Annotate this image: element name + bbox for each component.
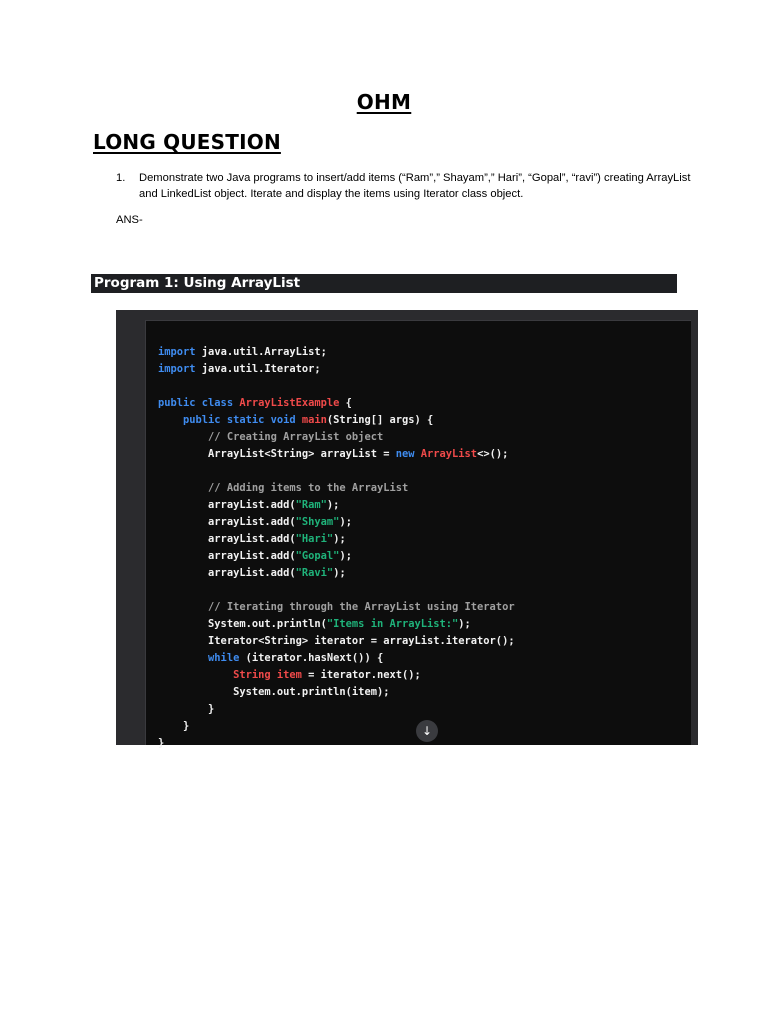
code-token: java.util.Iterator; — [195, 363, 321, 375]
code-token: ArrayList — [420, 448, 478, 460]
code-line — [158, 565, 515, 582]
arrow-down-icon: ↓ — [421, 724, 433, 738]
code-token: ); — [339, 550, 352, 562]
code-lines — [158, 344, 515, 752]
code-token: java.util.ArrayList; — [195, 346, 327, 358]
code-token: // Adding items to the ArrayList — [158, 482, 409, 494]
code-line — [158, 429, 515, 446]
code-line — [158, 599, 515, 616]
code-token: ArrayList<String> arrayList = — [158, 448, 396, 460]
code-token — [158, 669, 233, 681]
code-line — [158, 735, 515, 752]
code-line — [158, 412, 515, 429]
code-line — [158, 701, 515, 718]
code-token: public class — [158, 397, 240, 409]
code-token: } — [158, 703, 215, 715]
code-token: "Ravi" — [295, 567, 334, 579]
code-token: ); — [333, 567, 346, 579]
document-title: OHM — [356, 90, 412, 114]
question-item — [116, 170, 691, 202]
answer-label: ANS- — [116, 214, 143, 226]
code-token: "Shyam" — [295, 516, 340, 528]
code-token: import — [158, 346, 196, 358]
code-line — [158, 667, 515, 684]
code-token: "Items in ArrayList:" — [326, 618, 459, 630]
code-token: import — [158, 363, 196, 375]
code-line — [158, 718, 515, 735]
code-token: ); — [333, 533, 346, 545]
code-token: Iterator<String> iterator = arrayList.iterator(); — [158, 635, 515, 647]
code-line — [158, 344, 515, 361]
question-text: Demonstrate two Java programs to insert/add items (“Ram”,” Shayam”,” Hari”, “Gopal”, “ravi”) creating ArrayList and LinkedList object. Iterate and display the items using Iterator class object. — [139, 172, 691, 200]
code-line — [158, 548, 515, 565]
code-token: = iterator.next(); — [301, 669, 421, 681]
code-token: new — [395, 448, 421, 460]
code-token: arrayList.add( — [158, 550, 296, 562]
code-token: arrayList.add( — [158, 516, 296, 528]
code-block — [145, 320, 691, 749]
code-line — [158, 684, 515, 701]
code-token: "Ram" — [295, 499, 327, 511]
code-screenshot-frame — [116, 310, 698, 749]
code-token: ArrayListExample — [239, 397, 340, 409]
code-token — [158, 652, 208, 664]
code-token: arrayList.add( — [158, 499, 296, 511]
question-number: 1. — [116, 172, 126, 184]
section-heading: LONG QUESTION — [93, 130, 281, 154]
code-token: public static void — [183, 414, 302, 426]
code-token: "Hari" — [295, 533, 334, 545]
code-token — [158, 414, 183, 426]
code-line — [158, 633, 515, 650]
code-line — [158, 361, 515, 378]
code-token: // Creating ArrayList object — [158, 431, 384, 443]
code-line — [158, 650, 515, 667]
code-line — [158, 395, 515, 412]
code-line — [158, 616, 515, 633]
code-token: ); — [326, 499, 340, 511]
code-token: } — [158, 720, 190, 732]
code-token: (String[] args) { — [326, 414, 434, 426]
code-token: (iterator.hasNext()) { — [239, 652, 384, 664]
code-token: arrayList.add( — [158, 533, 296, 545]
code-token: while — [208, 652, 240, 664]
code-token: <>(); — [477, 448, 509, 460]
code-line — [158, 582, 515, 599]
scroll-down-button[interactable] — [416, 720, 438, 742]
code-line — [158, 463, 515, 480]
code-token: ); — [458, 618, 471, 630]
code-line — [158, 378, 515, 395]
code-token: } — [158, 737, 165, 749]
code-token: System.out.println( — [158, 618, 327, 630]
code-token: arrayList.add( — [158, 567, 296, 579]
code-line — [158, 497, 515, 514]
code-token: System.out.println(item); — [158, 686, 390, 698]
code-line — [158, 531, 515, 548]
code-token: ); — [339, 516, 352, 528]
code-line — [158, 480, 515, 497]
code-token: main — [301, 414, 327, 426]
code-line — [158, 514, 515, 531]
code-token: "Gopal" — [295, 550, 340, 562]
code-line — [158, 446, 515, 463]
code-token: String item — [233, 669, 302, 681]
program-heading: Program 1: Using ArrayList — [91, 274, 677, 293]
code-token: { — [339, 397, 352, 409]
code-token: // Iterating through the ArrayList using Iterator — [158, 601, 515, 613]
